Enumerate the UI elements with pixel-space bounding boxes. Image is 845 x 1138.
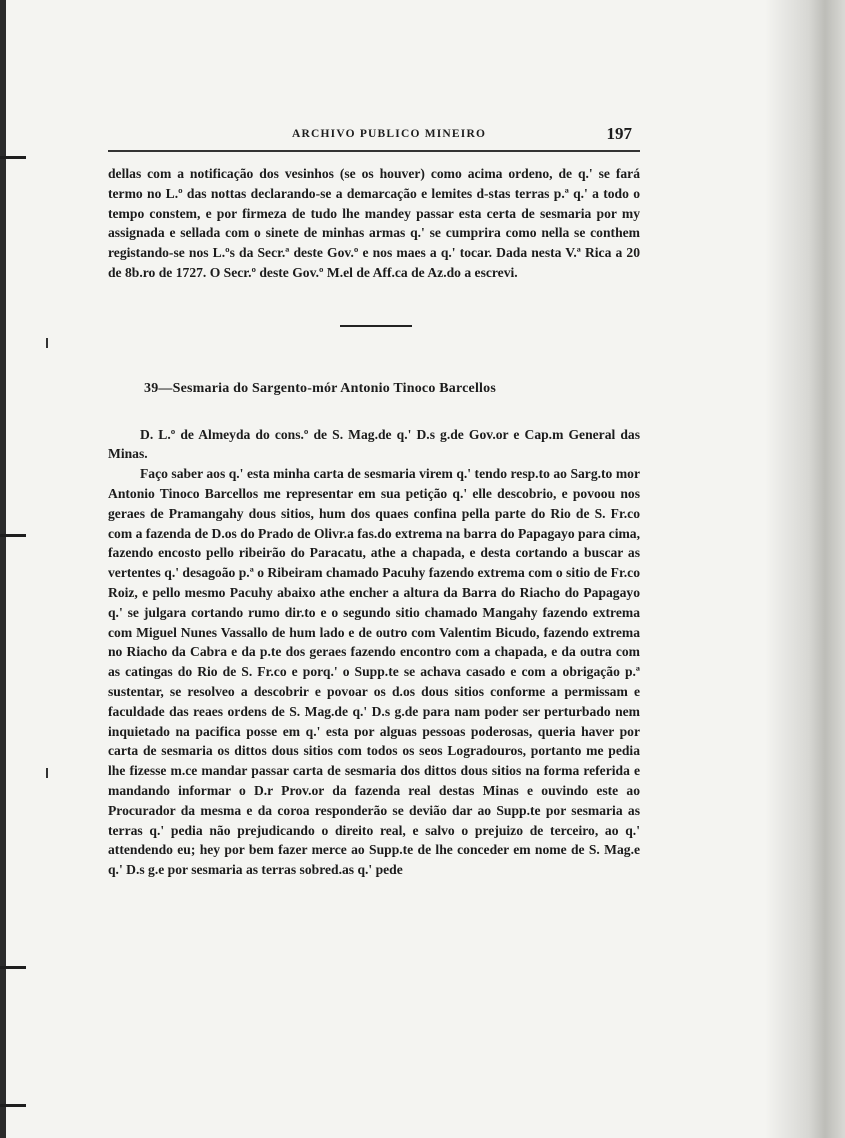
page-edge-shadow [765,0,845,1138]
section-separator [340,325,412,327]
spine-mark [0,966,26,969]
book-page [108,122,640,880]
spine-mark [0,156,26,159]
body-text [108,164,640,880]
paragraph: Faço saber aos q.' esta minha carta de sesmaria virem q.' tendo resp.to ao Sarg.to mor Antonio Tinoco Barcellos me representar em sua petição q.' elle descobrio, e povoou nos geraes de Pramangahy dous sitios, hum dos quaes confina pella parte do Rio de S. Fr.co com a fazenda de D.os do Prado de Olivr.a fas.do extrema na barra do Papagayo para cima, fazendo encosto pello ribeirão do Paracatu, athe a chapada, e desta cortando a buscar as vertentes q.' desagoão p.ª o Ribeiram chamado Pacuhy fazendo extrema com o sitio de Fr.co Roiz, e pello mesmo Pacuhy abaixo athe encher a altura da Barra do Riacho do Papagayo q.' se julgara cortando rumo dir.to e o segundo sitio chamado Mangahy fazendo extrema com Miguel Nunes Vassallo de hum lado e de outro com Valentim Bicudo, fazendo extrema no Riacho da Cabra e da p.te dos geraes fazendo encontro com a chapada, e da outra com as catingas do Rio de S. Fr.co e porq.' o Supp.te se achava casado e com a obrigação p.ª sustentar, se resolveo a descobrir e povoar os d.os dous sitios conforme a permissam e faculdade das reaes ordens de S. Mag.de q.' D.s g.de para nam poder ser perturbado nem inquietado na pacifica posse em q.' esta por alguas pessoas poderosas, queria haver por carta de sesmaria os dittos dous sitios com todos os seos Logradouros, portanto me pedia lhe fizesse m.ce mandar passar carta de sesmaria dos dittos dous sitios na forma referida e mandando informar o D.r Prov.or da fazenda real destas Minas e ouvindo este ao Procurador da mesma e da coroa responderão se devião dar ao Supp.te por sesmaria as terras q.' pedia não prejudicando o direito real, e salvo o prejuizo de terceiro, ao q.' attendendo eu; hey por bem fazer merce ao Supp.te de lhe conceder em nome de S. Mag.e q.' D.s g.e por sesmaria as terras sobred.as q.' pede [108,466,640,878]
margin-tick [46,768,48,778]
spine-mark [0,1104,26,1107]
running-head: ARCHIVO PUBLICO MINEIRO [292,128,487,140]
page-header [108,122,640,152]
paragraph: dellas com a notificação dos vesinhos (se os houver) como acima ordeno, de q.' se fará termo no L.º das nottas declarando-se a demarcação e lemites d-stas terras p.ª q.' a todo o tempo constem, e por firmeza de tudo lhe mandey passar esta certa de sesmaria por my assignada e sellada com o sinete de minhas armas q.' se cumprira como nella se conthem registando-se nos L.ºs da Secr.ª deste Gov.º e nos maes a q.' tocar. Dada nesta V.ª Rica a 20 de 8b.ro de 1727. O Secr.º deste Gov.º M.el de Aff.ca de Az.do a escrevi. [108,166,640,280]
margin-tick [46,338,48,348]
page-number: 197 [606,124,632,143]
paragraph: D. L.º de Almeyda do cons.º de S. Mag.de q.' D.s g.de Gov.or e Cap.m General das Minas. [108,426,640,462]
spine-mark [0,534,26,537]
section-title: 39—Sesmaria do Sargento-mór Antonio Tinoco Barcellos [144,380,496,396]
